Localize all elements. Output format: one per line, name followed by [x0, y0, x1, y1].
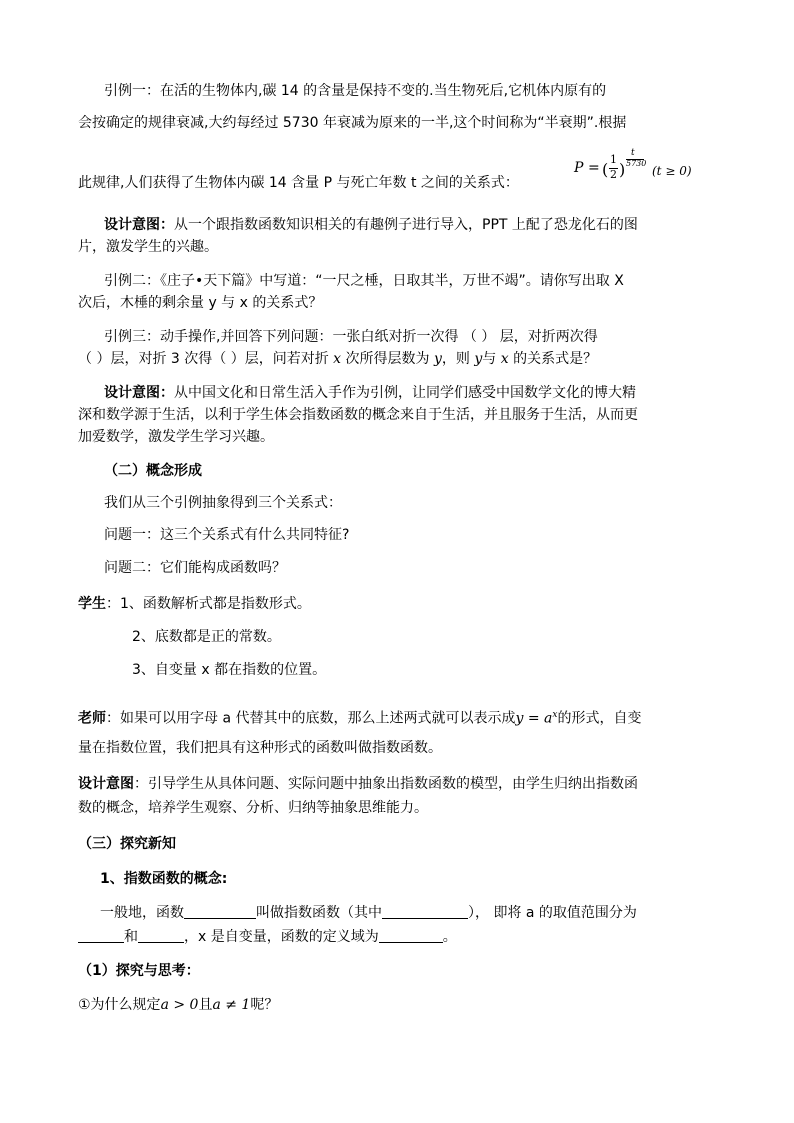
formula-exponent-denominator: 5730: [626, 159, 647, 168]
teacher-text-b: 的形式，自变: [557, 710, 642, 727]
definition-text-a: 一般地，函数: [100, 905, 184, 921]
teacher-label: 老师: [78, 710, 106, 727]
question-suffix: 呢？: [250, 997, 279, 1013]
student-answer-2: 2、底数都是正的常数。: [132, 629, 281, 645]
example-one-line-2: 会按确定的规律衰减,大约每经过 5730 年衰减为原来的一半,这个时间称为“半衰期”.根据: [78, 115, 627, 131]
student-answer-1: [78, 595, 311, 613]
design-intent-label: 设计意图: [78, 776, 134, 792]
question-one: 问题一：这三个关系式有什么共同特征?: [104, 527, 350, 543]
definition-line-1: [100, 904, 637, 922]
design-intent-label: 设计意图：: [104, 217, 174, 233]
example-three-text-a: （ ）层，对折 3 次得（ ）层，问若对折: [78, 351, 334, 367]
example-three-text-c: ，则: [441, 351, 475, 367]
var-x: x: [333, 351, 342, 367]
example-three-line-2: [78, 350, 597, 368]
example-one-line-1: 引例一：在活的生物体内,碳 14 的含量是保持不变的.当生物死后,它机体内原有的: [104, 83, 607, 99]
blank-range-1[interactable]: [78, 928, 124, 943]
condition-a-not-one: a ≠ 1: [212, 997, 251, 1013]
formula-rparen: ): [619, 160, 626, 179]
design-intent-text: 从一个跟指数函数知识相关的有趣例子进行导入，PPT 上配了恐龙化石的图: [174, 217, 638, 233]
section-two-intro: 我们从三个引例抽象得到三个关系式：: [104, 495, 342, 511]
example-three-text-e: 的关系式是？: [508, 351, 598, 367]
formula-condition: (t ≥ 0): [652, 164, 692, 178]
design-intent-2-line-2: 深和数学源于生活，以利于学生体会指数函数的概念来自于生活，并且服务于生活，从而更: [78, 407, 638, 423]
question-and: 且: [198, 997, 213, 1013]
definition-line-2: [78, 928, 457, 946]
design-intent-label: 设计意图：: [104, 385, 174, 401]
question-prefix: ①为什么规定: [78, 997, 161, 1013]
var-y: y: [474, 351, 483, 367]
formula-lhs: P: [574, 160, 584, 176]
formula-a: a: [544, 710, 553, 727]
var-x: x: [500, 351, 509, 367]
section-three-heading: （三）探究新知: [78, 836, 176, 852]
explore-question-1: [78, 996, 278, 1014]
formula-numerator: 1: [610, 153, 617, 166]
design-intent-3-line-2: 数的概念，培养学生观察、分析、归纳等抽象思维能力。: [78, 800, 428, 816]
blank-condition[interactable]: [382, 904, 468, 919]
formula-denominator: 2: [610, 168, 617, 181]
blank-range-2[interactable]: [138, 928, 184, 943]
student-colon: ：: [106, 596, 120, 612]
design-intent-2-line-1: [104, 384, 636, 402]
blank-domain[interactable]: [379, 928, 443, 943]
explore-heading: （1）探究与思考：: [78, 963, 200, 979]
formula-x-exponent: x: [552, 710, 558, 720]
student-answer-3: 3、自变量 x 都在指数的位置。: [132, 662, 327, 678]
decay-formula: [572, 148, 702, 190]
definition-text-b: 叫做指数函数（其中: [256, 905, 382, 921]
example-three-text-b: 次所得层数为: [341, 351, 434, 367]
design-intent-1-line-2: 片，激发学生的兴趣。: [78, 239, 218, 255]
student-label: 学生: [78, 596, 106, 612]
design-intent-1-line-1: [104, 216, 638, 234]
definition-period: 。: [442, 929, 457, 945]
design-intent-text: 从中国文化和日常生活入手作为引例，让同学们感受中国数学文化的博大精: [174, 385, 636, 401]
design-intent-3-line-1: [78, 775, 638, 793]
example-two-line-1: 引例二：《庄子•天下篇》中写道：“一尺之棰，日取其半，万世不竭”。请你写出取 X: [104, 273, 624, 289]
formula-lparen: (: [602, 160, 609, 179]
condition-a-positive: a > 0: [160, 997, 199, 1013]
formula-y: y: [515, 710, 524, 727]
example-three-text-d: 与: [482, 351, 501, 367]
teacher-line-1: [78, 706, 641, 728]
example-three-line-1: 引例三：动手操作,并回答下列问题：一张白纸对折一次得 （ ） 层，对折两次得: [104, 329, 598, 345]
example-one-line-3: 此规律,人们获得了生物体内碳 14 含量 P 与死亡年数 t 之间的关系式：: [78, 175, 519, 191]
subsection-concept: 1、指数函数的概念:: [100, 871, 228, 887]
section-two-heading: （二）概念形成: [104, 463, 202, 479]
definition-text-c: ）， 即将 a 的取值范围分为: [468, 905, 637, 921]
teacher-text-a: ：如果可以用字母 a 代替其中的底数，那么上述两式就可以表示成: [106, 710, 516, 727]
formula-exponent-numerator: t: [631, 148, 635, 158]
question-two: 问题二：它们能构成函数吗？: [104, 560, 286, 576]
formula-equals: =: [523, 710, 545, 727]
definition-text-and: 和: [124, 929, 138, 945]
definition-text-domain: ，x 是自变量，函数的定义域为: [184, 929, 379, 945]
formula-eq: =: [588, 160, 600, 176]
student-answer-text: 1、函数解析式都是指数形式。: [120, 596, 311, 612]
var-y: y: [433, 351, 442, 367]
teacher-line-2: 量在指数位置，我们把具有这种形式的函数叫做指数函数。: [78, 740, 442, 756]
design-intent-text: ：引导学生从具体问题、实际问题中抽象出指数函数的模型，由学生归纳出指数函: [134, 776, 638, 792]
example-two-line-2: 次后，木棰的剩余量 y 与 x 的关系式？: [78, 295, 323, 311]
blank-function[interactable]: [184, 904, 256, 919]
design-intent-2-line-3: 加爱数学，激发学生学习兴趣。: [78, 429, 274, 445]
